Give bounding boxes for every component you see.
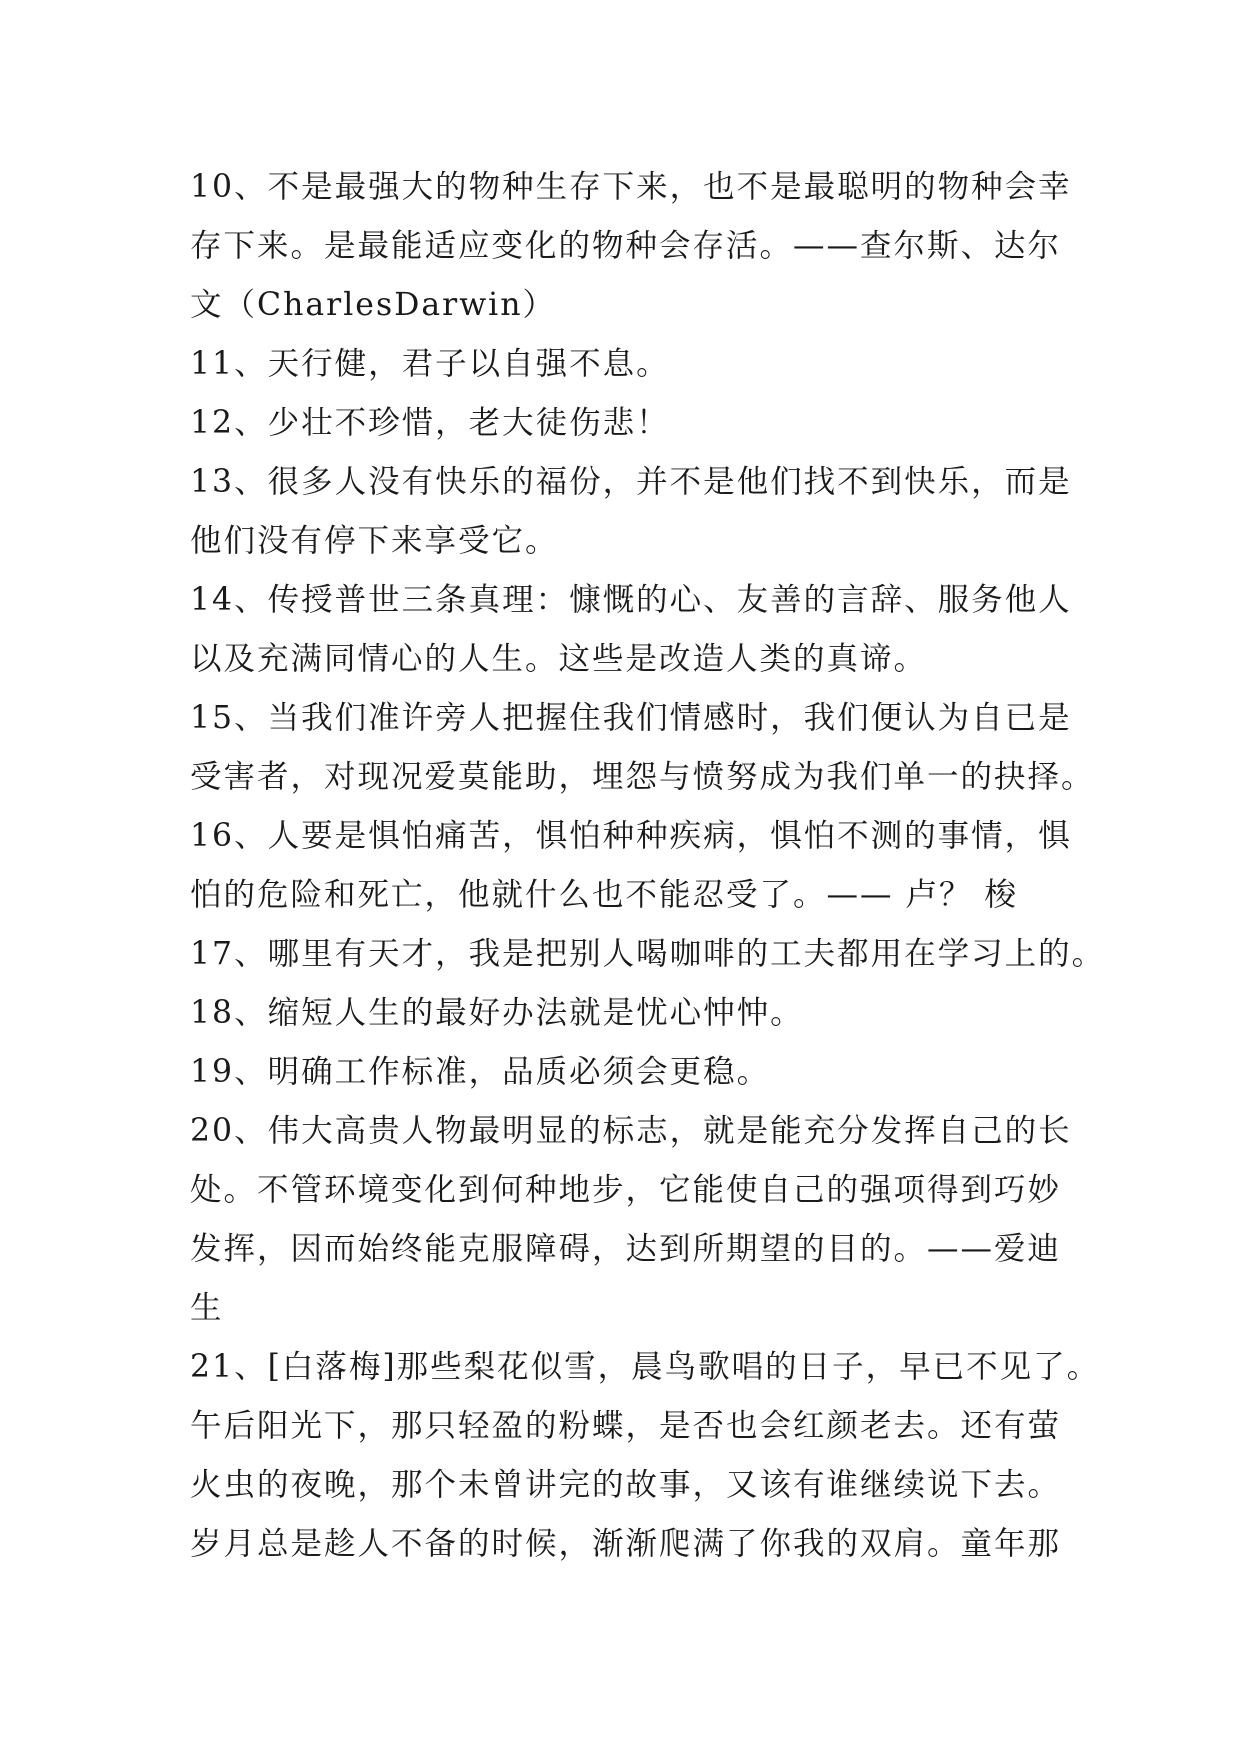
text-line: 处。不管环境变化到何种地步，它能使自己的强项得到巧妙 [190, 1172, 1062, 1208]
text-line: 受害者，对现况爱莫能助，埋怨与愤努成为我们单一的抉择。 [190, 759, 1095, 795]
document-page [190, 158, 1106, 1574]
text-line: 14、传授普世三条真理：慷慨的心、友善的言辞、服务他人 [190, 582, 1072, 618]
text-line: 17、哪里有天才，我是把别人喝咖啡的工夫都用在学习上的。 [190, 936, 1106, 972]
text-line: 21、[白落梅]那些梨花似雪，晨鸟歌唱的日子，早已不见了。 [190, 1349, 1101, 1385]
text-line: 15、当我们准许旁人把握住我们情感时，我们便认为自已是 [190, 700, 1072, 736]
text-line: 怕的危险和死亡，他就什么也不能忍受了。—— 卢？ 梭 [190, 877, 1019, 913]
text-line: 13、很多人没有快乐的福份，并不是他们找不到快乐，而是 [190, 464, 1072, 500]
text-line: 11、天行健，君子以自强不息。 [190, 346, 670, 382]
text-line: 20、伟大高贵人物最明显的标志，就是能充分发挥自己的长 [190, 1113, 1072, 1149]
text-line: 生 [190, 1290, 224, 1326]
text-line: 岁月总是趁人不备的时候，渐渐爬满了你我的双肩。童年那 [190, 1526, 1062, 1562]
text-line: 火虫的夜晚，那个未曾讲完的故事，又该有谁继续说下去。 [190, 1467, 1062, 1503]
text-line: 19、明确工作标准，品质必须会更稳。 [190, 1054, 771, 1090]
text-line: 12、少壮不珍惜，老大徒伤悲！ [190, 405, 670, 441]
text-line: 他们没有停下来享受它。 [190, 523, 559, 559]
text-line: 16、人要是惧怕痛苦，惧怕种种疾病，惧怕不测的事情，惧 [190, 818, 1072, 854]
text-line: 存下来。是最能适应变化的物种会存活。——查尔斯、达尔 [190, 228, 1062, 264]
text-line: 发挥，因而始终能克服障碍，达到所期望的目的。——爱迪 [190, 1231, 1062, 1267]
text-line: 以及充满同情心的人生。这些是改造人类的真谛。 [190, 641, 928, 677]
text-line: 文（CharlesDarwin） [190, 287, 557, 323]
text-line: 10、不是最强大的物种生存下来，也不是最聪明的物种会幸 [190, 169, 1072, 205]
text-line: 午后阳光下，那只轻盈的粉蝶，是否也会红颜老去。还有萤 [190, 1408, 1062, 1444]
text-line: 18、缩短人生的最好办法就是忧心忡忡。 [190, 995, 804, 1031]
